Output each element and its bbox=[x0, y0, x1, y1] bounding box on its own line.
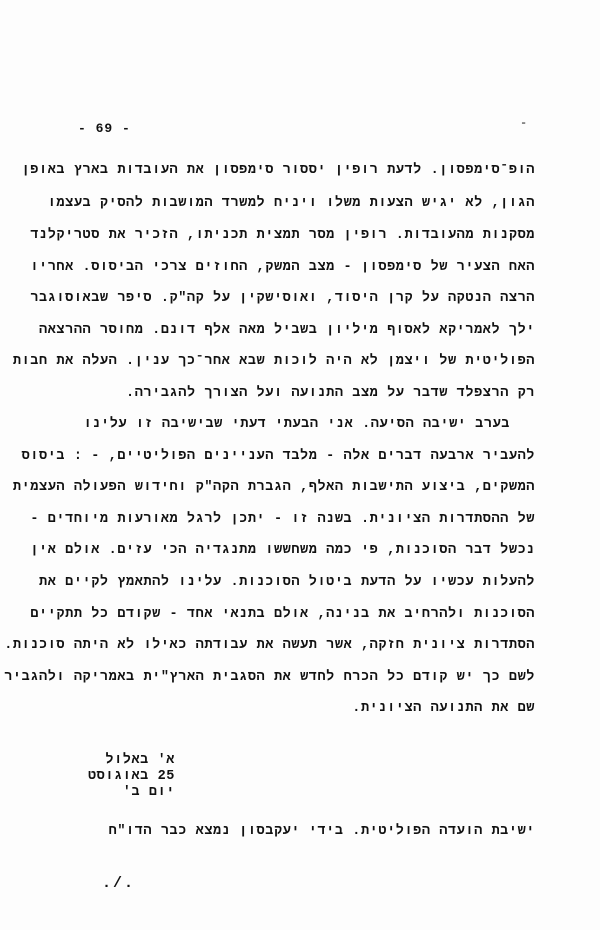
text-line: המשקים, ביצוע התישבות האלף, הגברת הקה"ק וחידוש הפעולה העצמית bbox=[12, 480, 535, 495]
text-line: הופ־סימפסון. לדעת רופין יססור סימפסון את העובדות בארץ באופן bbox=[21, 163, 535, 178]
footer-mark: ./. bbox=[102, 875, 136, 892]
text-line: הסוכנות ולהרחיב את בנינה, אולם בתנאי אחד - שקודם כל תתקיים bbox=[30, 607, 535, 622]
text-line: שם את התנועה הציונית. bbox=[352, 701, 535, 716]
text-line: הסתדרות ציונית חזקה, אשר תעשה את עבודתה כאילו לא היתה סוכנות. bbox=[4, 638, 535, 653]
date-line: יום ב' bbox=[122, 785, 175, 800]
text-line: הרצה הנטקה על קרן היסוד, ואוסישקין על קה"ק. סיפר שבאוסוגבר bbox=[30, 291, 535, 306]
text-line: של ההסתדרות הציונית. בשנה זו - יתכן לרגל מאורעות מיוחדים - bbox=[30, 512, 535, 527]
text-line: נכשל דבר הסוכנות, פי כמה משחששו מתנגדיה הכי עזים. אולם אין bbox=[30, 543, 535, 558]
date-line: א' באלול bbox=[105, 753, 175, 768]
text-line: בערב ישיבה הסיעה. אני הבעתי דעתי שבישיבה זו עלינו bbox=[83, 417, 510, 432]
corner-mark: - bbox=[520, 116, 528, 130]
text-line: רק הרצפלד שדבר על מצב התנועה ועל הצורך להגבירה. bbox=[126, 386, 535, 401]
closing-line: ישיבת הועדה הפוליטית. בידי יעקבסון נמצא כבר הדו"ח bbox=[108, 824, 535, 839]
text-line: הגון, לא יגיש הצעות משלו ויניח למשרד המושבות להסיק בעצמו bbox=[47, 196, 535, 211]
text-line: להעלות עכשיו על הדעת ביטול הסוכנות. עלינו להתאמץ לקיים את bbox=[39, 575, 535, 590]
text-line: לשם כך יש קודם כל הכרח לחדש את הסגבית הארץ"ית באמריקה ולהגביר bbox=[4, 670, 535, 685]
text-line: הפוליטית של ויצמן לא היה לוכות שבא אחר־כך ענין. העלה את חבות bbox=[12, 354, 535, 369]
text-line: ילך לאמריקא לאסוף מיליון בשביל מאה אלף דונם. מחוסר ההרצאה bbox=[39, 323, 535, 338]
date-line: 25 באוגוסט bbox=[87, 769, 175, 784]
page-number: - 69 - bbox=[78, 121, 131, 136]
text-line: להעביר ארבעה דברים אלה - מלבד העניינים הפוליטיים, - : ביסוס bbox=[21, 449, 535, 464]
text-line: מסקנות מהעובדות. רופין מסר תמצית תכניתו, הזכיר את סטריקלנד bbox=[30, 228, 535, 243]
text-line: האח הצעיר של סימפסון - מצב המשק, החוזים צרכי הביסוס. אחריו bbox=[30, 260, 535, 275]
